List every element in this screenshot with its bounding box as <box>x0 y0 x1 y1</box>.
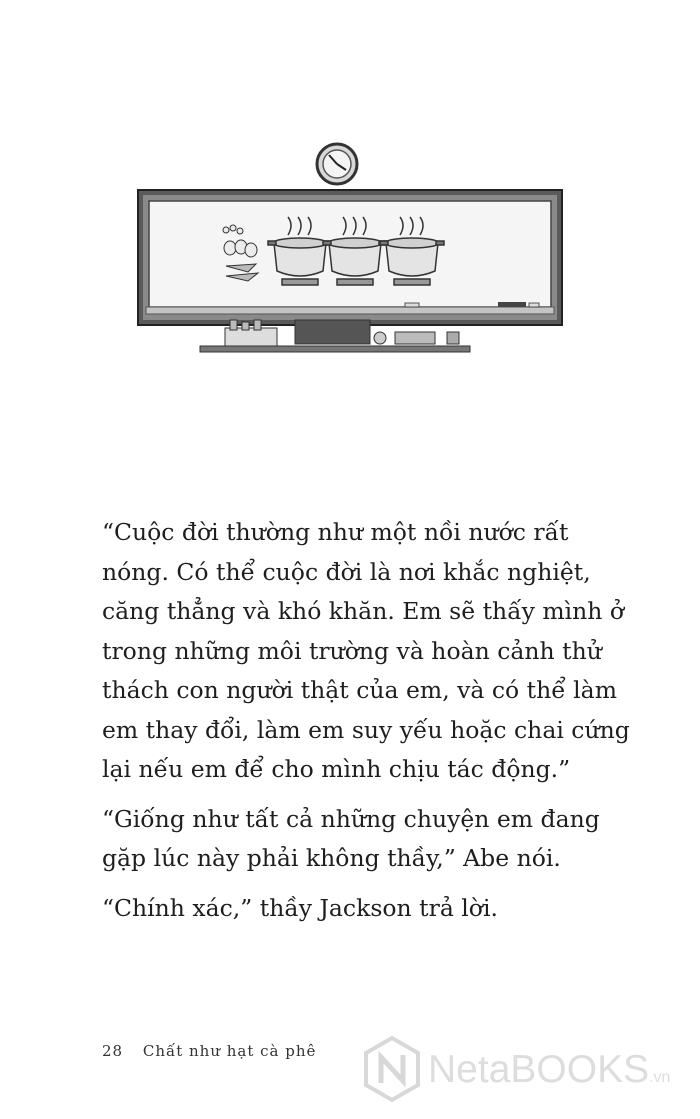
book-title: Chất như hạt cà phê <box>142 1042 317 1060</box>
page-footer <box>102 1042 316 1060</box>
text-line: trong những môi trường và hoàn cảnh thử <box>102 636 602 665</box>
watermark-text: NetaBOOKS.vn <box>428 1048 671 1091</box>
text-line: thách con người thật của em, và có thể làm <box>102 676 617 704</box>
paragraph <box>102 513 630 790</box>
text-line: “Cuộc đời thường như một nồi nước rất <box>102 518 569 546</box>
page-number: 28 <box>102 1042 124 1060</box>
paragraph <box>102 800 612 879</box>
text-line: nóng. Có thể cuộc đời là nơi khắc nghiệt, <box>102 557 591 586</box>
text-line: lại nếu em để cho mình chịu tác động.” <box>102 755 571 783</box>
netabooks-logo-icon <box>362 1034 422 1104</box>
text-line: căng thẳng và khó khăn. Em sẽ thấy mình ở <box>102 597 625 625</box>
text-line: “Giống như tất cả những chuyện em đang <box>102 804 600 833</box>
paragraph <box>102 889 612 929</box>
chalkboard-illustration <box>130 140 570 365</box>
text-line: gặp lúc này phải không thầy,” Abe nói. <box>102 844 561 872</box>
text-line: em thay đổi, làm em suy yếu hoặc chai cứng <box>102 715 630 744</box>
text-line: “Chính xác,” thầy Jackson trả lời. <box>102 893 498 922</box>
watermark <box>362 1034 697 1104</box>
body-text <box>102 513 630 938</box>
clock-icon <box>317 144 357 184</box>
